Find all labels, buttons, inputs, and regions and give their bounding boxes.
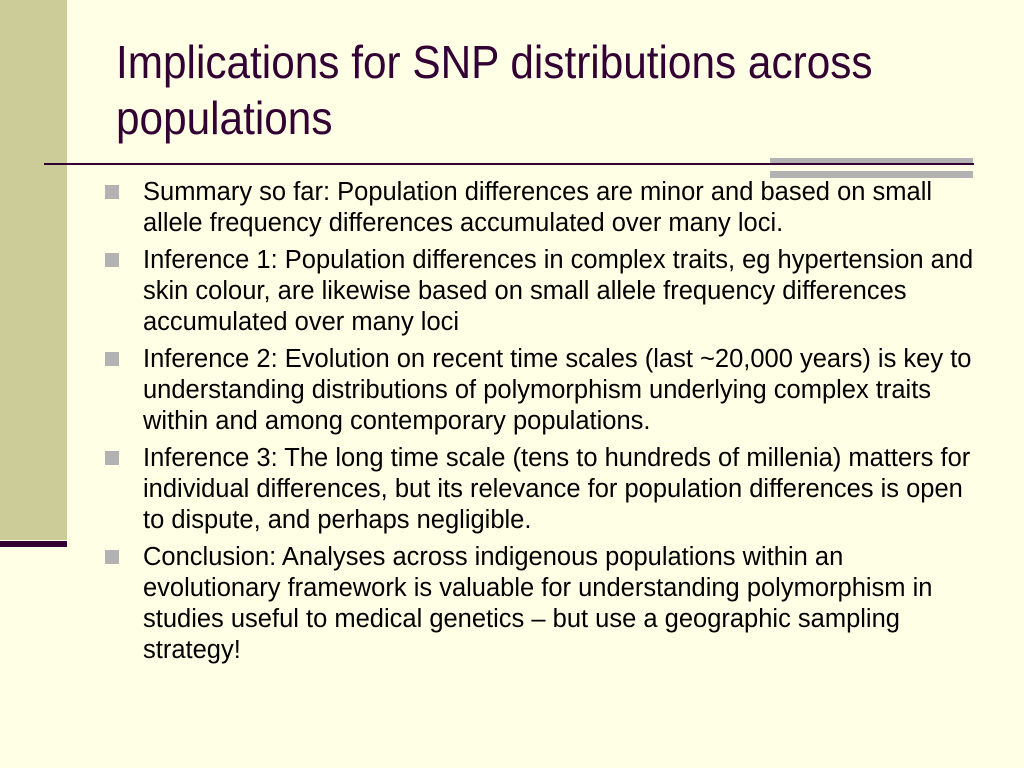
- bullet-text: Summary so far: Population differences are minor and based on small allele frequency differences accumulated over many loci.: [143, 178, 933, 237]
- square-bullet-icon: [105, 185, 119, 199]
- slide-title: Implications for SNP distributions across populations: [116, 36, 873, 144]
- left-accent-bar: [0, 0, 67, 540]
- bullet-item: [103, 542, 983, 666]
- decorative-gray-bar-top: [770, 158, 973, 163]
- bullet-item: [103, 443, 983, 536]
- bullet-list: [103, 177, 983, 672]
- bullet-item: [103, 245, 983, 338]
- bullet-text: Inference 2: Evolution on recent time scales (last ~20,000 years) is key to understanding distributions of polymorphism underlying complex traits within and among contemporary populations.: [143, 345, 972, 435]
- bullet-text: Conclusion: Analyses across indigenous populations within an evolutionary framework is valuable for understanding polymorphism in studies useful to medical genetics – but use a geographic sampling strategy!: [143, 543, 933, 664]
- square-bullet-icon: [105, 550, 119, 564]
- bullet-item: [103, 344, 983, 437]
- square-bullet-icon: [105, 352, 119, 366]
- bullet-text: Inference 1: Population differences in complex traits, eg hypertension and skin colour, are likewise based on small allele frequency differences accumulated over many loci: [143, 246, 974, 336]
- square-bullet-icon: [105, 451, 119, 465]
- bullet-text: Inference 3: The long time scale (tens to hundreds of millenia) matters for individual differences, but its relevance for population differences is open to dispute, and perhaps negligible.: [143, 444, 971, 534]
- left-accent-line: [0, 541, 67, 547]
- square-bullet-icon: [105, 253, 119, 267]
- title-divider: [44, 163, 974, 165]
- bullet-item: [103, 177, 983, 239]
